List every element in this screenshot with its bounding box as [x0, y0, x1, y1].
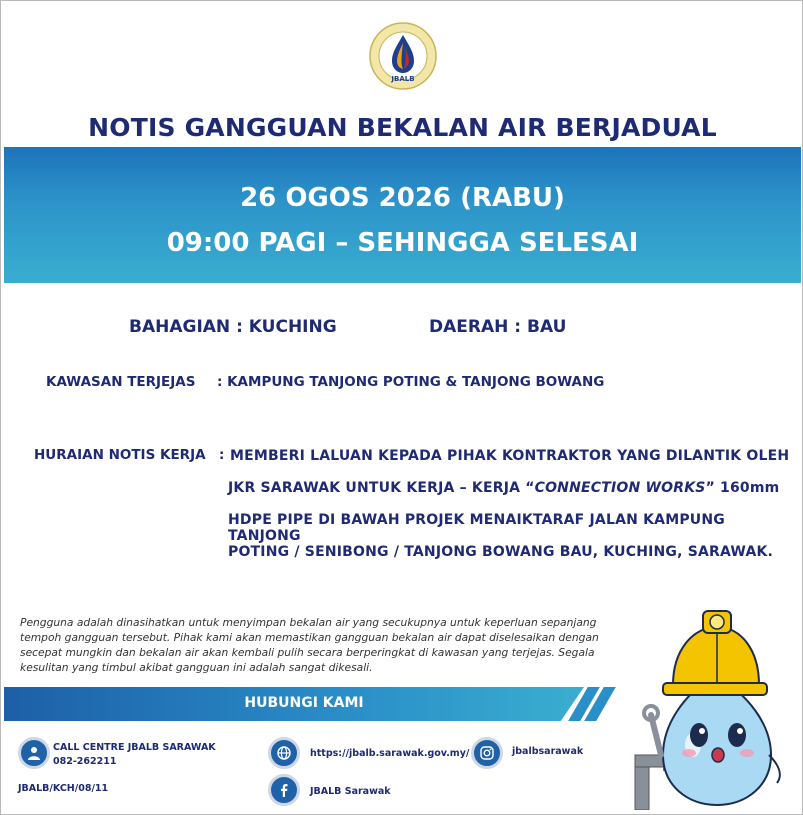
connection-works-emphasis: CONNECTION WORKS — [534, 480, 706, 496]
work-description-label: HURAIAN NOTIS KERJA — [34, 447, 206, 463]
work-description-line-1: MEMBERI LALUAN KEPADA PIHAK KONTRAKTOR YANG DILANTIK OLEH — [230, 448, 790, 464]
website-link[interactable]: https://jbalb.sarawak.gov.my/ — [310, 748, 470, 759]
schedule-time: 09:00 PAGI – SEHINGGA SELESAI — [166, 228, 639, 258]
reference-number: JBALB/KCH/08/11 — [18, 783, 109, 794]
page-title: NOTIS GANGGUAN BEKALAN AIR BERJADUAL — [88, 113, 717, 142]
callcentre-phone[interactable]: 082-262211 — [53, 756, 117, 767]
daerah-label: DAERAH : BAU — [429, 317, 567, 337]
instagram-handle[interactable]: jbalbsarawak — [512, 746, 584, 757]
work-line2-start: JKR SARAWAK UNTUK KERJA – KERJA “ — [228, 480, 535, 496]
callcentre-label: CALL CENTRE JBALB SARAWAK — [53, 742, 216, 753]
instagram-icon — [471, 737, 503, 769]
user-icon — [18, 737, 50, 769]
affected-area-label: KAWASAN TERJEJAS — [46, 374, 196, 390]
water-drop-mascot — [633, 605, 793, 810]
schedule-banner — [4, 147, 801, 283]
work-line2-end: ” 160mm — [705, 480, 780, 496]
facebook-icon — [268, 774, 300, 806]
schedule-date: 26 OGOS 2026 (RABU) — [240, 183, 565, 213]
work-description-line-4: POTING / SENIBONG / TANJONG BOWANG BAU, KUCHING, SARAWAK. — [228, 544, 774, 560]
contact-heading: HUBUNGI KAMI — [244, 695, 364, 711]
affected-area-value: : KAMPUNG TANJONG POTING & TANJONG BOWANG — [217, 374, 605, 390]
advisory-note: Pengguna adalah dinasihatkan untuk menyimpan bekalan air yang secukupnya untuk keperluan sepanjang tempoh gangguan tersebut. Pihak kami akan memastikan gangguan bekalan air dapat diselesaikan dengan secepat mungkin dan bekalan air akan kembali pulih secara berperingkat di kawasan yang terjejas. Segala kesulitan yang timbul akibat gangguan ini adalah sangat dikesali. — [20, 616, 599, 674]
svg-text:JBALB: JBALB — [391, 75, 415, 83]
work-description-line-3: HDPE PIPE DI BAWAH PROJEK MENAIKTARAF JALAN KAMPUNG TANJONG — [228, 512, 725, 544]
work-description-colon: : — [219, 447, 225, 463]
work-description-line-2 — [228, 480, 779, 496]
facebook-page[interactable]: JBALB Sarawak — [310, 786, 391, 797]
globe-icon — [268, 737, 300, 769]
bahagian-label: BAHAGIAN : KUCHING — [129, 317, 337, 337]
contact-bar — [4, 687, 604, 721]
jbalb-logo — [368, 21, 438, 91]
